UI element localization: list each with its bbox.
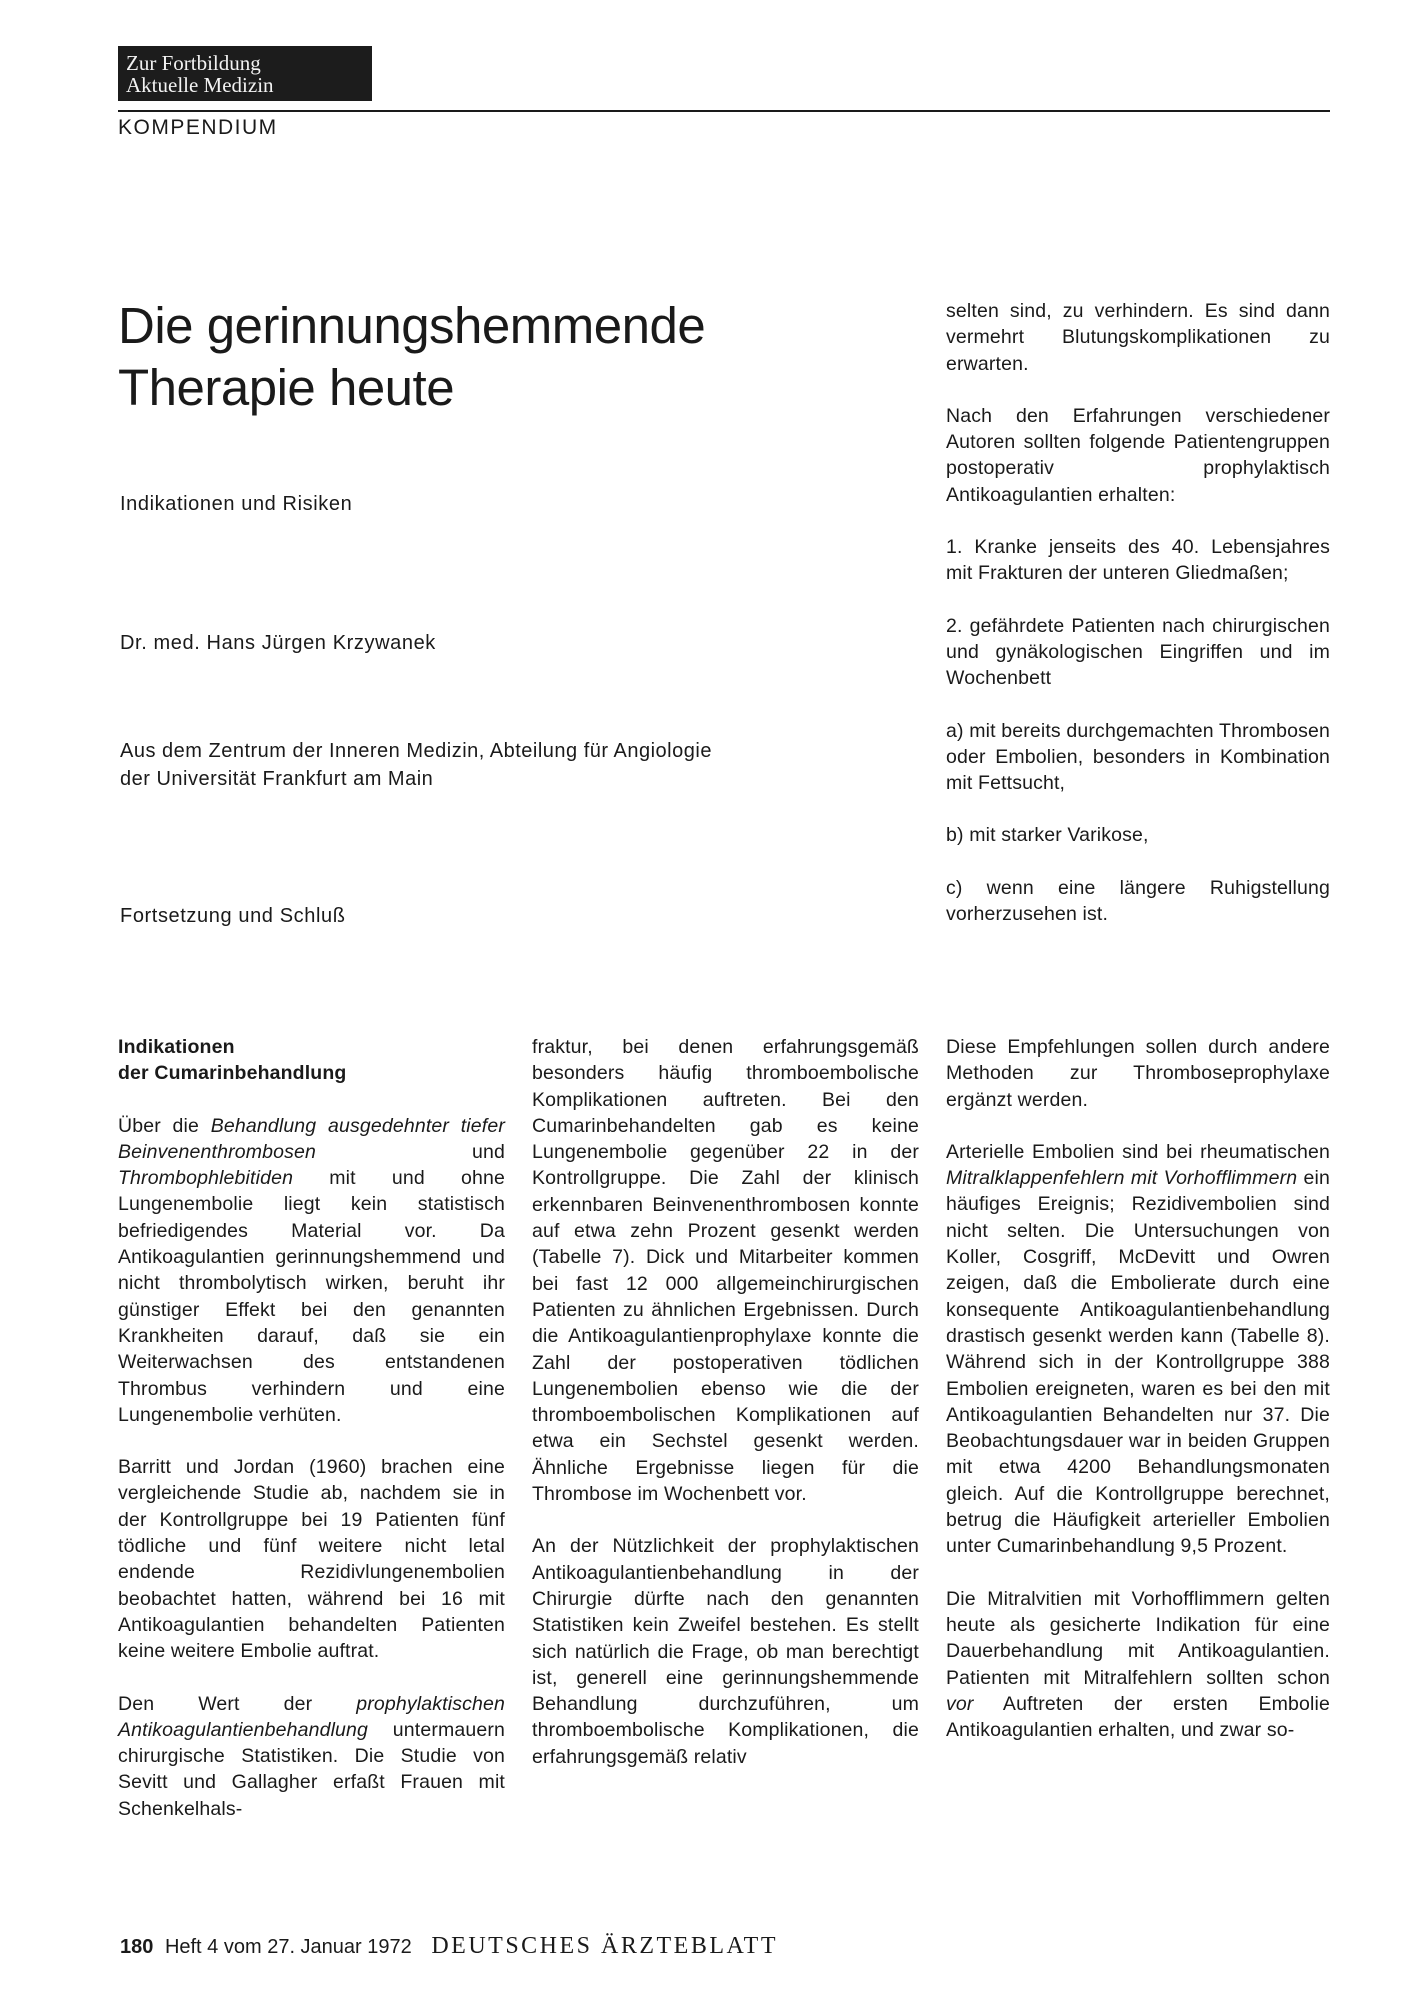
italic-run: prophylaktischen Antikoagulantienbehandlung [118, 1692, 505, 1741]
section-label: KOMPENDIUM [118, 116, 278, 139]
continuation-note: Fortsetzung und Schluß [120, 905, 346, 927]
author-name: Dr. med. Hans Jürgen Krzywanek [120, 632, 436, 654]
author-affiliation [120, 737, 712, 793]
heading-line-2: der Cumarinbehandlung [118, 1062, 347, 1085]
text-run: ein häufiges Ereignis; Rezidivembolien sind nicht selten. Die Untersuchungen von Koller, Cosgriff, McDevitt und Owren zeigen, daß die Embolierate durch eine konsequente Antikoagulantienbehandlung drastisch gesenkt werden kann (Tabelle 8). Während sich in der Kontrollgruppe 388 Embolien ereigneten, waren es bei den mit Antikoagulantien Behandelten nur 37. Die Beobachtungsdauer war in beiden Gruppen mit etwa 4200 Behandlungsmonaten gleich. Auf die Kontrollgruppe berechnet, betrug die Häufigkeit arterieller Embolien unter Cumarinbehandlung 9,5 Prozent. [946, 1167, 1330, 1558]
column-2 [532, 1034, 919, 1770]
italic-run: vor [946, 1692, 974, 1715]
text-run: Die Mitralvitien mit Vorhofflimmern gelten heute als gesicherte Indikation für eine Dauerbehandlung mit Antikoagulantien. Patienten mit Mitralfehlern sollten schon [946, 1587, 1330, 1689]
paragraph: Nach den Erfahrungen verschiedener Autoren sollten folgende Patientengruppen postoperativ prophylaktisch Antikoagulantien erhalten: [946, 404, 1330, 506]
text-run: Über die [118, 1114, 211, 1137]
list-item: 2. gefährdete Patienten nach chirurgischen und gynäkologischen Eingriffen und im Wochenbett [946, 614, 1330, 690]
paragraph: fraktur, bei denen erfahrungsgemäß besonders häufig thromboembolische Komplikationen auftreten. Bei den Cumarinbehandelten gab es keine Lungenembolie gegenüber 22 in der Kontrollgruppe. Die Zahl der klinisch erkennbaren Beinvenenthrombosen konnte auf etwa zehn Prozent gesenkt werden (Tabelle 7). Dick und Mitarbeiter kommen bei fast 12 000 allgemeinchirurgischen Patienten zu ähnlichen Ergebnissen. Durch die Antikoagulantienprophylaxe konnte die Zahl der postoperativen tödlichen Lungenembolien ebenso wie die der thromboembolischen Komplikationen auf etwa ein Sechstel gesenkt werden. Ähnliche Ergebnisse liegen für die Thrombose im Wochenbett vor. [532, 1036, 919, 1506]
page-footer [120, 1933, 778, 1960]
text-run: mit und ohne Lungenembolie liegt kein statistisch befriedigendes Material vor. Da Antikoagulantien gerinnungshemmend und nicht thrombolytisch wirken, beruht ihr günstiger Effekt bei den genannten Krankheiten darauf, daß sie ein Weiterwachsen des entstandenen Thrombus verhindern und eine Lungenembolie verhüten. [118, 1167, 505, 1426]
page-number: 180 [120, 1936, 154, 1958]
article-title [118, 295, 918, 419]
text-run: Arterielle Embolien sind bei rheumatischen [946, 1140, 1330, 1163]
affiliation-line-2: der Universität Frankfurt am Main [120, 768, 434, 790]
italic-run: Behandlung ausgedehnter tiefer Beinvenenthrombosen [118, 1114, 505, 1163]
list-item: 1. Kranke jenseits des 40. Lebensjahres mit Frakturen der unteren Gliedmaßen; [946, 536, 1330, 585]
list-item: b) mit starker Varikose, [946, 824, 1149, 847]
text-run: untermauern chirurgische Statistiken. Die Studie von Sevitt und Gallagher erfaßt Frauen mit Schenkelhals- [118, 1718, 505, 1820]
paragraph [946, 1586, 1330, 1744]
list-item: a) mit bereits durchgemachten Thrombosen oder Embolien, besonders in Kombination mit Fettsucht, [946, 719, 1330, 795]
paragraph: An der Nützlichkeit der prophylaktischen Antikoagulantienbehandlung in der Chirurgie dürfte nach den genannten Statistiken kein Zweifel bestehen. Es stellt sich natürlich die Frage, ob man berechtigt ist, generell eine gerinnungshemmende Behandlung durchzuführen, um thromboembolische Komplikationen, die erfahrungsgemäß relativ [532, 1535, 919, 1768]
column-1 [118, 1034, 505, 1822]
section-heading [118, 1034, 505, 1087]
series-label-line-2: Aktuelle Medizin [126, 73, 274, 97]
series-label-line-1: Zur Fortbildung [126, 51, 261, 75]
text-run: Auftreten der ersten Embolie Antikoagulantien erhalten, und zwar so- [946, 1692, 1330, 1742]
journal-name: DEUTSCHES ÄRZTEBLATT [431, 1933, 778, 1959]
list-item: c) wenn eine längere Ruhigstellung vorherzusehen ist. [946, 876, 1330, 926]
affiliation-line-1: Aus dem Zentrum der Inneren Medizin, Abteilung für Angiologie [120, 740, 712, 762]
paragraph [118, 1691, 505, 1822]
italic-run: Thrombophlebitiden [118, 1167, 294, 1190]
column-3-upper [946, 298, 1330, 953]
paragraph [946, 1139, 1330, 1560]
paragraph [118, 1113, 505, 1429]
heading-line-1: Indikationen [118, 1036, 235, 1058]
paragraph: selten sind, zu verhindern. Es sind dann vermehrt Blutungskomplikationen zu erwarten. [946, 300, 1330, 375]
article-subtitle: Indikationen und Risiken [120, 493, 353, 515]
italic-run: Mitralklappenfehlern mit Vorhofflimmern [946, 1167, 1298, 1190]
text-run: und [315, 1140, 505, 1163]
paragraph: Barritt und Jordan (1960) brachen eine vergleichende Studie ab, nachdem sie in der Kontrollgruppe bei 19 Patienten fünf tödliche und fünf weitere nicht letal endende Rezidivlungenembolien beobachtet hatten, während bei 16 mit Antikoagulantien behandelten Patienten keine weitere Embolie auftrat. [118, 1456, 505, 1663]
issue-info: Heft 4 vom 27. Januar 1972 [164, 1936, 412, 1958]
title-line-2: Therapie heute [118, 359, 455, 416]
column-3 [946, 1034, 1330, 1743]
text-run: Den Wert der [118, 1692, 357, 1715]
paragraph: Diese Empfehlungen sollen durch andere Methoden zur Thromboseprophylaxe ergänzt werden. [946, 1036, 1330, 1111]
series-label [118, 46, 372, 101]
title-line-1: Die gerinnungshemmende [118, 297, 706, 354]
header-rule [118, 110, 1330, 112]
